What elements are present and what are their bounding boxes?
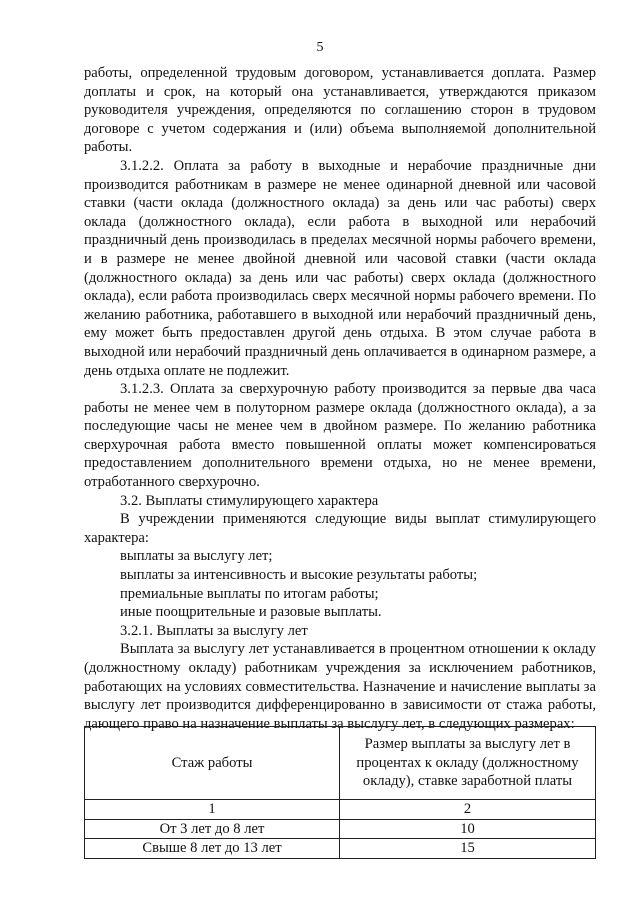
table-cell-percent: 15 [340,839,596,859]
list-item: выплаты за выслугу лет; [120,548,273,565]
column-number-cell: 2 [340,800,596,820]
paragraph-incentive-types: В учреждении применяются следующие виды выплат стимулирующего характера: [84,511,596,546]
list-item: выплаты за интенсивность и высокие результаты работы; [120,567,478,584]
table-header-row [85,727,596,800]
paragraph-3-1-2-3: 3.1.2.3. Оплата за сверхурочную работу производится за первые два часа работы не менее чем в полуторном размере оклада (должностного оклада), а за последующие часы не менее чем в двойном размере. По желанию работника сверхурочная работа вместо повышенной оплаты может компенсироваться предоставлением дополнительного времени отдыха, но не менее времени, отработанного сверхурочно. [84,381,596,491]
paragraph-seniority-payment: Выплата за выслугу лет устанавливается в процентном отношении к окладу (должностному окладу) работникам учреждения за исключением работников, работающих на условиях совместительства. Назначение и начисление выплаты за выслугу лет производится дифференцированно в зависимости от стажа работы, дающего право на назначение выплаты за выслугу лет, в следующих размерах: [84,641,596,732]
header-cell-payment-size: Размер выплаты за выслугу лет в процентах к окладу (должностному окладу), ставке заработной платы [340,727,596,800]
header-cell-experience: Стаж работы [85,727,340,800]
section-heading-3-2: 3.2. Выплаты стимулирующего характера [120,492,379,509]
table-column-number-row [85,800,596,820]
list-item: премиальные выплаты по итогам работы; [120,585,379,602]
seniority-table [84,726,596,859]
table-cell-percent: 10 [340,819,596,839]
table-row [85,819,596,839]
section-heading-3-2-1: 3.2.1. Выплаты за выслугу лет [120,622,308,639]
list-item: иные поощрительные и разовые выплаты. [120,604,382,621]
table-cell-experience: Свыше 8 лет до 13 лет [85,839,340,859]
page-number: 5 [316,40,324,55]
table-row [85,839,596,859]
document-body [84,64,596,733]
column-number-cell: 1 [85,800,340,820]
table-cell-experience: От 3 лет до 8 лет [85,819,340,839]
paragraph-additional-payment: работы, определенной трудовым договором, устанавливается доплата. Размер доплаты и срок, на который она устанавливается, утверждаются приказом руководителя учреждения, определяются по соглашению сторон в трудовом договоре с учетом содержания и (или) объема выполняемой дополнительной работы. [84,65,596,156]
paragraph-3-1-2-2: 3.1.2.2. Оплата за работу в выходные и нерабочие праздничные дни производится работникам в размере не менее одинарной дневной или часовой ставки (части оклада (должностного оклада) за день или час работы) сверх оклада (должностного оклада), если работа в выходной или нерабочий праздничный день производилась в пределах месячной нормы рабочего времени, и в размере не менее двойной дневной или часовой ставки (части оклада (должностного оклада) за день или час работы) сверх оклада (должностного оклада), если работа производилась сверх месячной нормы рабочего времени. По желанию работника, работавшего в выходной или нерабочий праздничный день, ему может быть предоставлен другой день отдыха. В этом случае работа в выходной или нерабочий праздничный день оплачивается в одинарном размере, а день отдыха оплате не подлежит. [84,157,596,379]
